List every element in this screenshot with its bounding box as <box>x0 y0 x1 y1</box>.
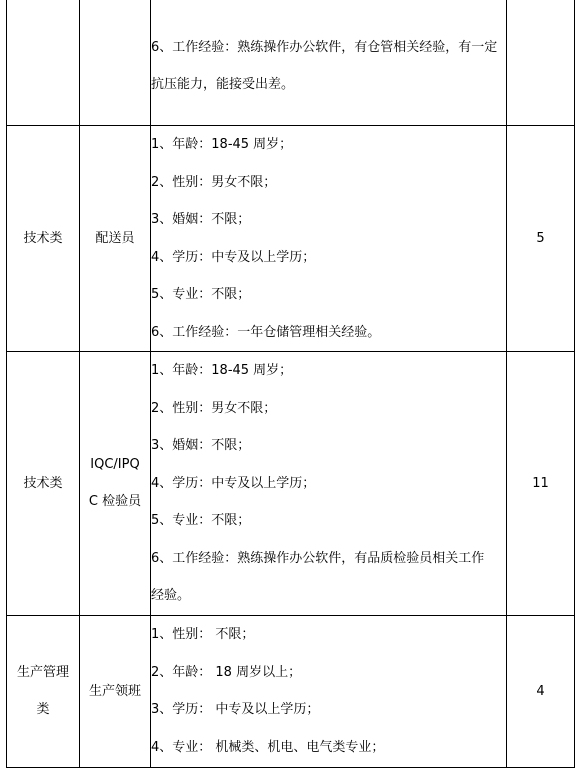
position-line: IQC/IPQ <box>90 457 140 473</box>
requirement-line: 经验。 <box>151 588 191 603</box>
requirement-line: 1、年龄：18-45 周岁； <box>151 363 293 378</box>
headcount-cell <box>507 0 575 126</box>
requirement-line: 4、学历：中专及以上学历； <box>151 249 316 265</box>
requirement-line: 3、学历： 中专及以上学历； <box>151 702 320 717</box>
table-row <box>7 615 575 767</box>
table-row <box>7 352 575 616</box>
requirements-cell <box>151 352 507 616</box>
table-row <box>7 0 575 126</box>
category-cell <box>7 0 80 126</box>
job-requirements-table <box>6 0 575 768</box>
position-cell: 生产领班 <box>80 615 151 767</box>
table-row <box>7 126 575 352</box>
requirement-line: 2、性别：男女不限； <box>151 400 277 416</box>
requirement-line: 6、工作经验：熟练操作办公软件，有品质检验员相关工作 <box>151 550 485 566</box>
requirement-line: 3、婚姻：不限； <box>151 438 251 453</box>
requirements-cell <box>151 615 507 767</box>
category-line: 生产管理 <box>16 665 69 680</box>
position-cell <box>80 0 151 126</box>
requirement-line: 4、专业： 机械类、机电、电气类专业； <box>151 739 385 755</box>
requirement-line: 3、婚姻：不限； <box>151 212 251 227</box>
requirement-line: 1、性别： 不限； <box>151 627 255 642</box>
category-cell <box>7 615 80 767</box>
category-line: 类 <box>36 702 50 717</box>
position-cell: 配送员 <box>80 126 151 352</box>
position-cell <box>80 352 151 616</box>
requirement-line: 6、工作经验：熟练操作办公软件，有仓管相关经验，有一定抗压能力，能接受出差。 <box>151 39 498 92</box>
requirement-line: 2、年龄： 18 周岁以上； <box>151 664 302 680</box>
headcount-cell: 4 <box>507 615 575 767</box>
requirement-line: 5、专业：不限； <box>151 513 251 528</box>
requirement-line: 6、工作经验：一年仓储管理相关经验。 <box>151 324 381 340</box>
category-cell: 技术类 <box>7 352 80 616</box>
requirement-line: 5、专业：不限； <box>151 287 251 302</box>
headcount-cell: 11 <box>507 352 575 616</box>
category-cell: 技术类 <box>7 126 80 352</box>
requirement-line: 2、性别：男女不限； <box>151 174 277 190</box>
requirements-cell <box>151 126 507 352</box>
requirement-line: 1、年龄：18-45 周岁； <box>151 137 293 152</box>
requirement-line: 4、学历：中专及以上学历； <box>151 475 316 491</box>
position-line: C 检验员 <box>88 494 142 510</box>
headcount-cell: 5 <box>507 126 575 352</box>
requirements-cell <box>151 0 507 126</box>
